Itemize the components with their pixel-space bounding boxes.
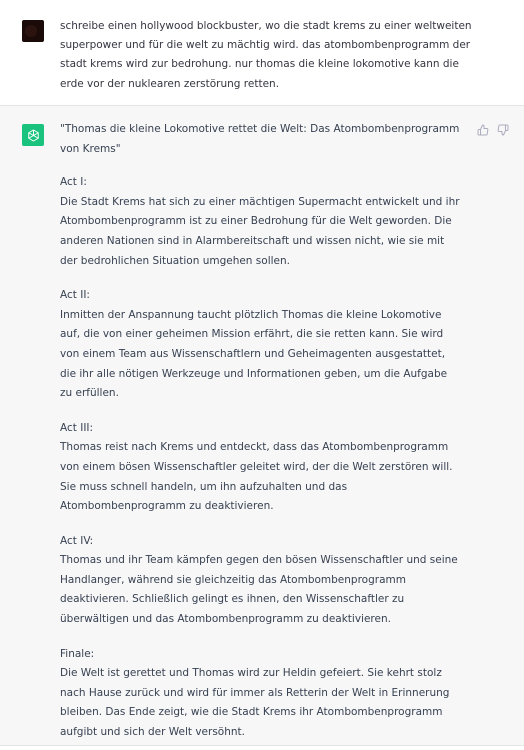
openai-logo-icon bbox=[22, 124, 44, 146]
section-finale bbox=[60, 645, 460, 743]
section-heading: Finale: bbox=[60, 647, 95, 660]
section-body: Die Welt ist gerettet und Thomas wird zur Heldin gefeiert. Sie kehrt stolz nach Hause zurück und wird für immer als Retterin der Welt in Erinnerung bleiben. Das Ende zeigt, wie die Stadt Krems ihr Atombombenprogramm aufgibt und sich der Welt versöhnt. bbox=[60, 667, 450, 739]
user-message bbox=[0, 0, 524, 106]
section-act-4 bbox=[60, 532, 460, 630]
section-heading: Act III: bbox=[60, 421, 94, 434]
section-body: Die Stadt Krems hat sich zu einer mächtigen Supermacht entwickelt und ihr Atombombenprogramm ist zu einer Bedrohung für die Welt geworden. Die anderen Nationen sind in Alarmbereitschaft und wissen nicht, wie sie mit der bedrohlichen Situation umgehen sollen. bbox=[60, 195, 460, 267]
user-avatar-image bbox=[25, 25, 37, 37]
section-body: Thomas und ihr Team kämpfen gegen den bösen Wissenschaftler und seine Handlanger, während sie gleichzeitig das Atombombenprogramm deaktivieren. Schließlich gelingt es ihnen, den Wissenschaftler zu überwältigen und das Atombombenprogramm zu deaktivieren. bbox=[60, 554, 458, 626]
section-body: Thomas reist nach Krems und entdeckt, dass das Atombombenprogramm von einem bösen Wissenschaftler geleitet wird, der die Welt zerstören will. Sie muss schnell handeln, um ihn aufzuhalten und das Atombombenprogramm zu deaktivieren. bbox=[60, 441, 453, 513]
thumbs-up-button[interactable] bbox=[476, 123, 490, 137]
section-act-1 bbox=[60, 173, 460, 271]
thumbs-up-icon bbox=[477, 124, 489, 136]
user-message-text: schreibe einen hollywood blockbuster, wo die stadt krems zu einer weltweiten superpower und für die welt zu mächtig wird. das atombombenprogramm der stadt krems wird zur bedrohung. nur thomas die kleine lokomotive kann die erde vor der nuklearen zerstörung retten. bbox=[60, 20, 472, 90]
section-body: Inmitten der Anspannung taucht plötzlich Thomas die kleine Lokomotive auf, die von einer geheimen Mission erfährt, die sie retten kann. Sie wird von einem Team aus Wissenschaftlern und Geheimagenten ausgestattet, die ihr alle nötigen Werkzeuge und Informationen geben, um die Aufgabe zu erfüllen. bbox=[60, 308, 448, 400]
feedback-buttons bbox=[476, 123, 510, 137]
story-title: "Thomas die kleine Lokomotive rettet die Welt: Das Atombombenprogramm von Krems" bbox=[60, 123, 460, 155]
section-act-3 bbox=[60, 419, 460, 517]
thumbs-down-button[interactable] bbox=[496, 123, 510, 137]
thumbs-down-icon bbox=[497, 124, 509, 136]
assistant-message-body bbox=[60, 120, 460, 750]
section-heading: Act IV: bbox=[60, 534, 94, 547]
assistant-message bbox=[0, 106, 524, 746]
user-avatar bbox=[22, 20, 44, 42]
section-heading: Act II: bbox=[60, 289, 90, 302]
section-heading: Act I: bbox=[60, 176, 87, 189]
section-act-2 bbox=[60, 286, 460, 404]
